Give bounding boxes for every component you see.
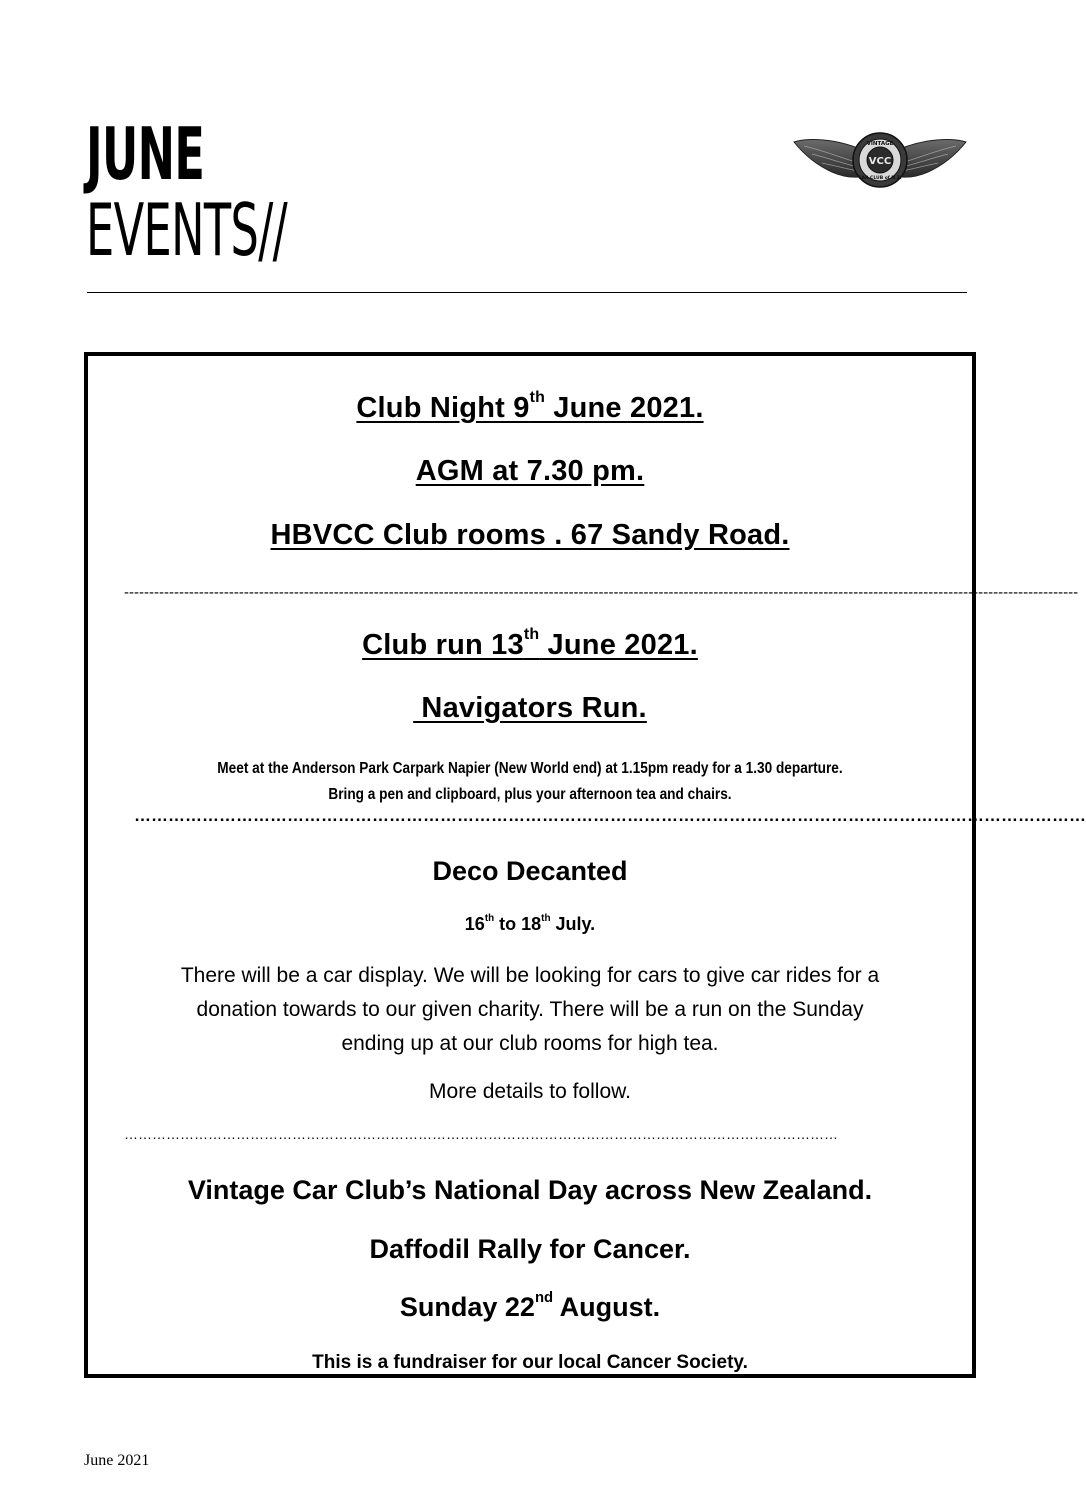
deco-decanted-body-line1: There will be a car display. We will be looking for cars to give car rides for a	[180, 964, 880, 987]
header-divider	[87, 292, 967, 293]
footer-date: June 2021	[84, 1452, 150, 1469]
deco-decanted-title: Deco Decanted	[432, 856, 628, 886]
more-details-note: More details to follow.	[429, 1080, 631, 1103]
club-rooms-address: HBVCC Club rooms . 67 Sandy Road.	[270, 519, 790, 551]
logo-text-top: VINTAGE	[866, 141, 894, 147]
daffodil-rally-title: Daffodil Rally for Cancer.	[369, 1234, 691, 1264]
page-title	[86, 112, 288, 272]
deco-decanted-dates: 16th to 18th July.	[464, 912, 596, 934]
daffodil-rally-date: Sunday 22nd August.	[399, 1290, 661, 1322]
dotted-separator-1: ……………………………………………………………………………………………………………………………………………………	[134, 806, 1086, 825]
events-box	[84, 352, 1086, 1378]
national-day-heading: Vintage Car Club’s National Day across New Zealand.	[187, 1175, 873, 1205]
page-title-line1: JUNE	[86, 112, 205, 196]
navigators-run-title: Navigators Run.	[413, 692, 647, 724]
dotted-separator-2: ………………………………………………………………………………………………………………………………………	[124, 1126, 838, 1142]
logo-text-center: VCC	[868, 156, 892, 167]
navigators-run-meet-details: Meet at the Anderson Park Carpark Napier (New World end) at 1.15pm ready for a 1.30 departure.	[217, 760, 843, 777]
deco-decanted-body-line2: donation towards to our given charity. There will be a run on the Sunday	[196, 998, 864, 1021]
navigators-run-bring-details: Bring a pen and clipboard, plus your afternoon tea and chairs.	[328, 786, 732, 803]
club-run-heading: Club run 13th June 2021.	[362, 626, 698, 661]
agm-time: AGM at 7.30 pm.	[415, 455, 645, 487]
deco-decanted-body-line3: ending up at our club rooms for high tea.	[341, 1032, 719, 1055]
fundraiser-note: This is a fundraiser for our local Cancer Society.	[312, 1352, 748, 1373]
dashed-separator: -----------------------------------------------------------------------------------------------------------------------------------------------------------------------------------------------	[124, 584, 1079, 601]
club-night-heading: Club Night 9th June 2021.	[356, 389, 704, 424]
vcc-logo	[792, 130, 968, 190]
logo-text-bottom: CAR CLUB of N.Z.	[858, 176, 902, 181]
page-title-line2: EVENTS//	[86, 188, 288, 272]
